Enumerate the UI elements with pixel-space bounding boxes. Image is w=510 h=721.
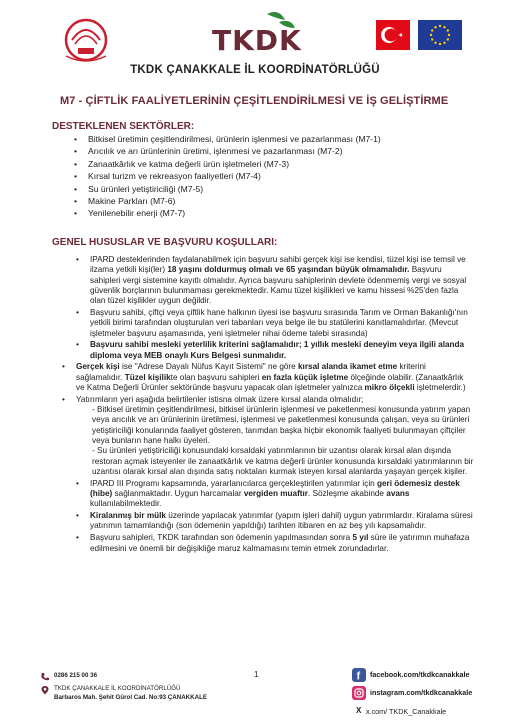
page-number: 1 [254,670,259,679]
instagram-link[interactable]: instagram.com/tkdkcanakkale [370,688,473,697]
eu-flag-icon [418,20,462,50]
x-link[interactable]: x.com/ TKDK_Canakkale [366,707,447,716]
condition-item: • Kiralanmış bir mülk üzerinde yapılacak yatırımlar (yapım işleri dahil) uygun yatırımlardır. Kiralama süresi yatırımın tamamlandığı (son ödemenin yapıldığı) tarihten itibaren en az beş yılı kapsamalıdır. [76,511,473,531]
condition-item: • Başvuru sahibi mesleki yeterlilik kriterini sağlamalıdır; 1 yıllık mesleki deneyim veya ilgili alanda diploma veya MEB onaylı Kurs Belgesi sunmalıdır. [76,340,465,360]
list-item: • Arıcılık ve arı ürünlerinin üretimi, işlenmesi ve pazarlanması (M7-2) [74,145,381,157]
condition-item: • Başvuru sahipleri, TKDK tarafından son ödemenin yapılmasından sonra 5 yıl süre ile yatırımın muhafaza edilmesini ve önemli bir değişikliğe maruz kalmamasını temin etmek zorundadırlar. [76,533,470,553]
facebook-link[interactable]: facebook.com/tkdkcanakkale [370,670,470,679]
x-icon: X [356,706,362,715]
condition-item: • Gerçek kişi ise "Adrese Dayalı Nüfus Kayıt Sistemi" ne göre kırsal alanda ikamet etme kriterini sağlamalıdır. Tüzel kişilikte olan başvuru sahipleri en fazla küçük işletme ölçeğinde olabilir. (Zanaatkârlık ve Katma Değerli Ürünler sektöründe başvuru yapacak olan işletmeler yalnızca mikro ölçekli işletmelerdir.) [62,362,466,393]
condition-item: • IPARD III Programı kapsamında, yararlanıcılarca gerçekleştirilen yatırımlar için geri ödemesiz destek (hibe) sağlanmaktadır. Uygun harcamalar vergiden muaftır. Sözleşme akabinde avans kullanılabilmektedir. [76,478,460,509]
condition-item: • Yatırımların yeri aşağıda belirtilenler istisna olmak üzere kırsal alanda olmalıdır; - Bitkisel üretimin çeşitlendirilmesi, bitkisel ürünlerin işlenmesi ve paketlenmesi konusunda yatırım yapan veya arıcılık ve arı ürünlerinin üretilmesi, işlenmesi ve paketlenmesi konusunda çalışan, veya su ürünleri yetiştiriciliği konularında faaliyet gösteren, tarımdan başka hiçbir ekonomik faaliyeti bulunmayan çiftçiler veya bunların hane halkı üyeleri. - Su ürünleri yetiştiriciliği konusundaki kırsaldaki yatırımlarının bir uzantısı olarak kırsal alan dışında restoran açmak isteyenler ile zanaatkârlık ve katma değerli ürünler konusunda kırsaldaki yatırımlarının bir uzantısı olarak kırsal alan dışında satış noktaları kurmak isteyen kırsal alanlarda yaşayan gerçek kişiler. [62,394,474,476]
ministry-logo-icon [58,14,114,64]
svg-text:f: f [356,670,361,682]
condition-sub-1: - Bitkisel üretimin çeşitlendirilmesi, bitkisel ürünlerin işlenmesi ve paketlenmesi konusunda yatırım yapan veya arıcılık ve arı ürünlerinin üretilmesi, işlenmesi ve paketlenmesi konusunda çalışan, veya su ürünleri yetiştiriciliği konularında faaliyet gösteren, tarımdan başka hiçbir ekonomik faaliyeti bulunmayan çiftçiler veya bunların hane halkı üyeleri. [92,405,471,446]
facebook-icon [352,668,366,682]
list-item: • Makine Parkları (M7-6) [74,195,381,207]
condition-item: • IPARD desteklerinden faydalanabilmek için başvuru sahibi gerçek kişi ise kendisi, tüzel kişi ise temsil ve ilzama yetkili kişi(ler) 18 yaşını doldurmuş olmalı ve 65 yaşından büyük olmamalıdır. Başvuru sahipleri vergi sistemine kayıtlı olmalıdır. Ayrıca başvuru sahiplerinin devlete ödenmemiş vergi ve sosyal güvenlik borçlarının bulunmaması gerekmektedir. Kamu tüzel kişilikleri ve kamu hissesi %25'den fazla olan tüzel kişilikler uygun değildir. [76,255,467,306]
phone-icon [40,672,50,682]
page-header [0,0,510,78]
location-icon [40,685,50,695]
footer-address: Barbaros Mah. Şehit Gürol Cad. No:93 ÇANAKKALE [54,694,207,701]
list-item: • Bitkisel üretimin çeşitlendirilmesi, ürünlerin işlenmesi ve pazarlanması (M7-1) [74,133,381,145]
sectors-heading: DESTEKLENEN SEKTÖRLER: [52,121,195,132]
list-item: • Yenilenebilir enerji (M7-7) [74,207,381,219]
list-item: • Zanaatkârlık ve katma değerli ürün işletmeleri (M7-3) [74,158,381,170]
sectors-list [74,133,381,220]
list-item: • Kırsal turizm ve rekreasyon faaliyetleri (M7-4) [74,170,381,182]
condition-sub-2: - Su ürünleri yetiştiriciliği konusundaki kırsaldaki yatırımlarının bir uzantısı olarak kırsal alan dışında restoran açmak isteyenler ile zanaatkârlık ve katma değerli ürünler konusunda kırsaldaki yatırımlarının bir uzantısı olarak kırsal alan dışında satış noktaları kurmak isteyen kırsal alanlarda yaşayan gerçek kişiler. [92,446,474,476]
conditions-heading: GENEL HUSUSLAR VE BAŞVURU KOŞULLARI: [52,237,278,248]
list-item: • Su ürünleri yetiştiriciliği (M7-5) [74,183,381,195]
footer-org: TKDK ÇANAKKALE İL KOORDİNATÖRLÜĞÜ [54,685,181,692]
measure-title: M7 - ÇİFTLİK FAALİYETLERİNİN ÇEŞİTLENDİRİLMESİ VE İŞ GELİŞTİRME [60,95,449,107]
instagram-icon [352,686,366,700]
org-title: TKDK ÇANAKKALE İL KOORDİNATÖRLÜĞÜ [130,64,380,76]
footer-phone: 0286 215 00 36 [54,672,98,679]
conditions-list [62,255,474,555]
page-footer [0,668,510,721]
condition-item: • Başvuru sahibi, çiftçi veya çiftlik hane halkının üyesi ise başvuru sırasında Tarım ve Orman Bakanlığı'nın yetkili birimi tarafından oluşturulan veri tabanları veya belge ile bu statülerini kanıtlamalıdırlar. (Mevcut işletmeler başvuru aşamasında, yeni işletmeler nihai ödeme talebi sırasında) [76,307,468,338]
tkdk-logo-text: TKDK [212,24,302,57]
turkey-flag-icon [376,20,410,50]
